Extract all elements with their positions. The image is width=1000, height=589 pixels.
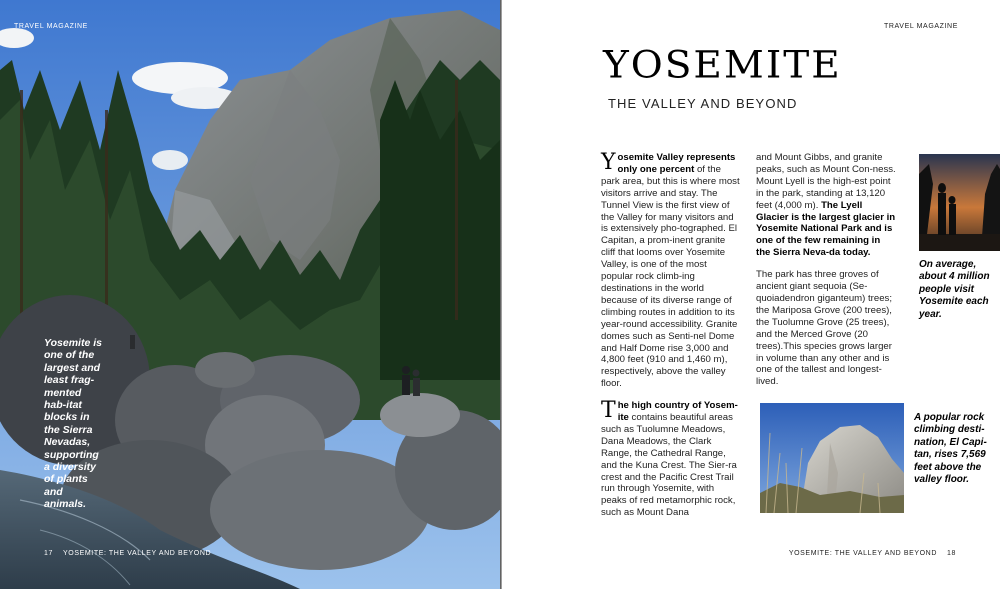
dropcap-y: Y (601, 150, 616, 175)
running-footer-left: YOSEMITE: THE VALLEY AND BEYOND (63, 550, 212, 557)
el-capitan-image (760, 403, 904, 513)
el-capitan-photo (760, 403, 904, 513)
article-column-1 (601, 152, 741, 529)
running-footer-right: YOSEMITE: THE VALLEY AND BEYOND (788, 550, 937, 557)
magazine-name-right: TRAVEL MAGAZINE (884, 23, 958, 30)
sunset-visitors-photo (919, 154, 1000, 251)
left-photo-caption: Yosemite is one of the largest and least frag-mented hab-itat blocks in the Sierra Nevadas, supporting a diversity of plants and animals. (44, 337, 102, 511)
paragraph-1-text: of the park area, but this is where most visitors arrive and stay. The Tunnel View is the first view of the Valley for many visitors and is extensively pho-tographed. El Capitan, a prom-inent granite cliff that looms over Yosemite Valley, is one of the most popular rock climb-ing destinations in the world because of its diverse range of climbing routes in addition to its year-round accessibility. Granite domes such as Senti-nel Dome and Half Dome rise 3,000 and 4,800 feet (910 and 1,460 m), respectively, above the valley floor. (601, 163, 740, 390)
paragraph-2 (601, 400, 741, 519)
paragraph-3-bold: The Lyell Glacier is the largest glacier in Yosemite National Park and is one of the few remaining in the Sierra Neva-da today. (756, 199, 896, 259)
paragraph-2-text: contains beautiful areas such as Tuolumne Meadows, Dana Meadows, the Clark Range, the Cathedral Range, and the Kuna Crest. The Sier-ra crest and the Pacific Crest Trail run through Yosemite, with peaks of red metamorphic rock, such as Mount Dana (601, 412, 737, 519)
footer-left (44, 550, 211, 557)
magazine-name-left: TRAVEL MAGAZINE (14, 23, 88, 30)
article-column-2 (756, 152, 896, 398)
paragraph-1-lead: osemite Valley represents only one percent (617, 152, 736, 175)
article-title: YOSEMITE (603, 43, 842, 88)
page-number-left: 17 (44, 550, 53, 557)
sunset-photo-caption: On average, about 4 million people visit Yosemite each year. (919, 259, 990, 320)
footer-right (789, 550, 956, 557)
paragraph-2-lead: he high country of Yosem-ite (617, 400, 738, 424)
paragraph-4-text: The park has three groves of ancient giant sequoia (Se-quoiadendron giganteum) trees; the Mariposa Grove (200 trees), the Tuolumne Grove (25 trees), and the Merced Grove (20 trees).This species grows larger in volume than any other and is one of the tallest and longest-lived. (756, 269, 893, 388)
paragraph-1 (601, 152, 741, 390)
right-page (502, 0, 1000, 589)
el-capitan-caption: A popular rock climbing desti-nation, El Capi-tan, rises 7,569 feet above the valley floor. (914, 412, 987, 486)
sunset-silhouette-image (919, 154, 1000, 251)
page-number-right: 18 (947, 550, 956, 557)
paragraph-3 (756, 152, 896, 259)
paragraph-4 (756, 269, 896, 388)
dropcap-t: T (601, 398, 616, 424)
article-subtitle: THE VALLEY AND BEYOND (608, 96, 798, 111)
paragraph-3-text: and Mount Gibbs, and granite peaks, such as Mount Con-ness. Mount Lyell is the high-est point in the park, standing at 13,120 feet (4,000 m). (756, 152, 896, 211)
